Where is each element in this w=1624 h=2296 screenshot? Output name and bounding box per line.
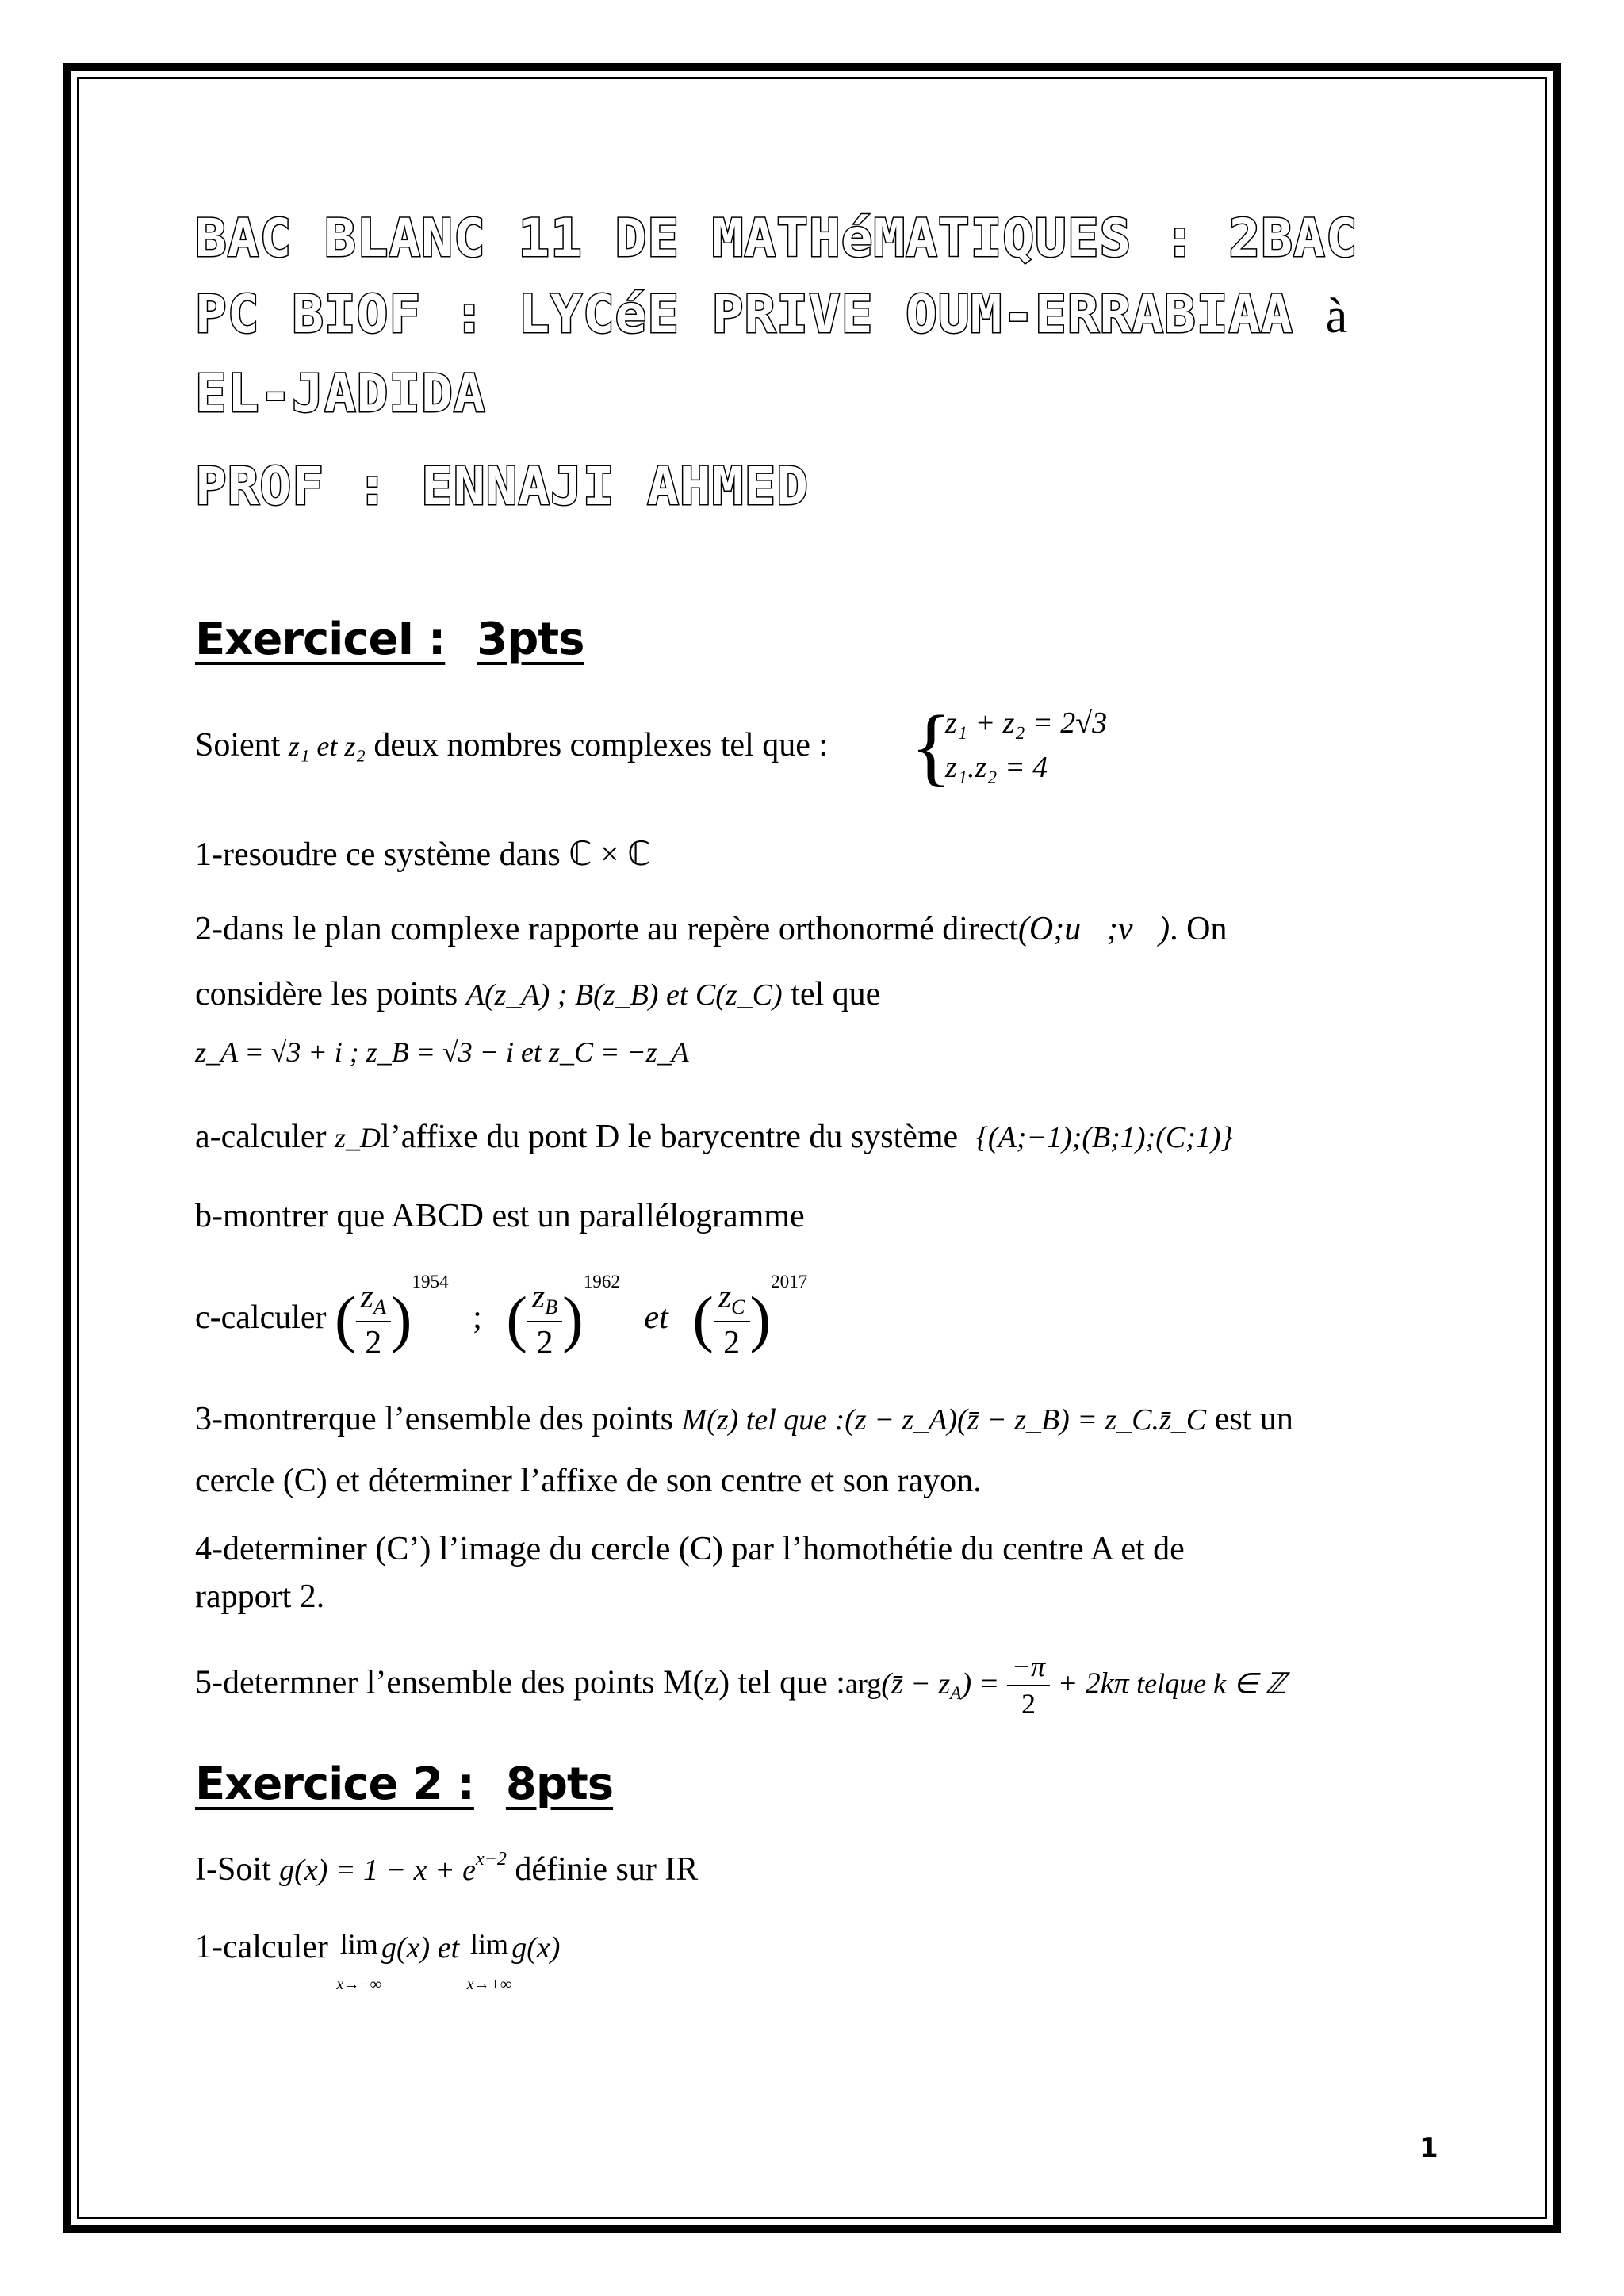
- question-3-line-1: [195, 1399, 1293, 1441]
- title-line-4: PROF : ENNAJI AHMED: [195, 456, 809, 517]
- limit-1-subscript: x→−∞: [336, 1976, 382, 1993]
- paren-close: ): [749, 1284, 772, 1355]
- title-line-2-tail: à: [1325, 289, 1349, 343]
- question-1-text: 1-resoudre ce système dans: [195, 836, 561, 873]
- question-4-line-1: 4-determiner (C’) l’image du cercle (C) par l’homothétie du centre A et de: [195, 1531, 1185, 1567]
- limit-2-subscript: x→+∞: [466, 1976, 512, 1993]
- paren-open: (: [335, 1284, 356, 1355]
- part-1-math: g(x) = 1 − x + e: [279, 1854, 477, 1888]
- title-line-2-main: PC BIOF : LYCéE PRIVE OUM-ERRABIAA: [195, 284, 1294, 345]
- exercise-2-title: Exercice 2 :: [195, 1758, 474, 1810]
- question-2-frame: (O;u⃗;v⃗): [1017, 911, 1170, 947]
- paren-close: ): [562, 1284, 584, 1355]
- intro-tail: deux nombres complexes tel que :: [373, 727, 829, 763]
- exercise-1-intro: [195, 725, 828, 767]
- question-2-line-1: [195, 909, 1228, 951]
- question-2-points-math: A(z_A) ; B(z_B) et C(z_C): [465, 978, 783, 1012]
- exercise-2-heading: [195, 1758, 613, 1810]
- title-line-3: EL-JADIDA: [195, 363, 486, 424]
- question-a-tail: l’affixe du pont D le barycentre du système: [381, 1119, 959, 1155]
- fraction-zA: $\frac{z_A}{2}$: [356, 1276, 391, 1364]
- exponent-1962: 1962: [583, 1271, 620, 1292]
- title-line-2: [195, 284, 1348, 345]
- intro-math: z₁ et z₂: [288, 730, 366, 762]
- limit-minus-infinity: lim x→−∞: [336, 1928, 382, 1993]
- title-line-1: BAC BLANC 11 DE MATHéMATIQUES : 2BAC: [195, 208, 1358, 269]
- question-a-text: a-calculer: [195, 1119, 327, 1155]
- question-5-text: 5-determner l’ensemble des points M(z) tel que :: [195, 1664, 845, 1701]
- exercise-2-part-1: [195, 1847, 698, 1891]
- question-a: [195, 1116, 1233, 1158]
- exercise-1-title: ExerciceI :: [195, 614, 446, 665]
- part-1-exponent: x−2: [476, 1849, 507, 1869]
- paren-open: (: [506, 1284, 527, 1355]
- question-5: 5-determner l’ensemble des points M(z) tel que :arg(z̄ − $z_A$) = $\frac{-\pi}{2}$ + 2kπ telque k ∈ ℤ: [195, 1649, 1286, 1722]
- exponent-2017: 2017: [771, 1271, 808, 1292]
- system-line-1: z₁ + z₂ = 2√3: [945, 706, 1108, 740]
- fraction-zC: $\frac{z_C}{2}$: [714, 1276, 750, 1364]
- part-1-tail: définie sur IR: [515, 1851, 699, 1888]
- exercise-1-points: 3pts: [477, 614, 584, 665]
- question-4-line-2: rapport 2.: [195, 1578, 325, 1615]
- question-c: c-calculer ( $\frac{z_A}{2}$ )$^{1954}$ ; ( $\frac{z_B}{2}$ )$^{1962}$ et ( $\frac{z_C}{2}$ )$^{2017}$: [195, 1270, 807, 1364]
- question-3-tail: est un: [1214, 1401, 1293, 1437]
- page-number: 1: [1419, 2133, 1438, 2164]
- part-1-text: I-Soit: [195, 1851, 271, 1888]
- question-2-points-text: considère les points: [195, 976, 458, 1012]
- question-1-math: ℂ × ℂ: [569, 836, 651, 873]
- question-a-math: z_D: [335, 1122, 381, 1154]
- question-a-system: {(A;−1);(B;1);(C;1)}: [975, 1121, 1233, 1154]
- system-line-2: z₁.z₂ = 4: [945, 751, 1048, 784]
- exercise-2-question-1: 1-calculer lim x→−∞g(x) et lim x→+∞g(x): [195, 1927, 560, 1998]
- limit-plus-infinity: lim x→+∞: [466, 1928, 512, 1993]
- intro-text: Soient: [195, 727, 281, 763]
- question-2-text: 2-dans le plan complexe rapporte au repère orthonormé direct: [195, 911, 1018, 947]
- fraction-zB: $\frac{z_B}{2}$: [527, 1276, 562, 1364]
- question-5-tail: telque k ∈ ℤ: [1136, 1667, 1287, 1700]
- exercise-1-heading: [195, 614, 584, 665]
- system-brace: {: [910, 698, 952, 794]
- question-2-tail: . On: [1170, 911, 1228, 947]
- arg-function: arg: [845, 1667, 882, 1700]
- question-2-line-2: [195, 974, 880, 1016]
- paren-open: (: [692, 1284, 714, 1355]
- fraction-minus-pi-over-2: $\frac{-\pi}{2}$: [1007, 1649, 1050, 1722]
- exponent-1954: 1954: [412, 1271, 449, 1292]
- paren-close: ): [390, 1284, 412, 1355]
- question-b: b-montrer que ABCD est un parallélogramme: [195, 1198, 805, 1234]
- question-2-line-3: z_A = √3 + i ; z_B = √3 − i et z_C = −z_A: [195, 1036, 689, 1068]
- question-c-text: c-calculer: [195, 1299, 327, 1336]
- question-3-line-2: cercle (C) et déterminer l’affixe de son centre et son rayon.: [195, 1463, 982, 1499]
- question-3-text: 3-montrerque l’ensemble des points: [195, 1401, 674, 1437]
- question-3-math: M(z) tel que :(z − z_A)(z̄ − z_B) = z_C.z̄_C: [681, 1403, 1207, 1437]
- exercise-2-question-1-text: 1-calculer: [195, 1929, 328, 1965]
- question-1: [195, 834, 651, 876]
- question-2-points-tail: tel que: [791, 976, 881, 1012]
- exercise-2-points: 8pts: [505, 1758, 614, 1810]
